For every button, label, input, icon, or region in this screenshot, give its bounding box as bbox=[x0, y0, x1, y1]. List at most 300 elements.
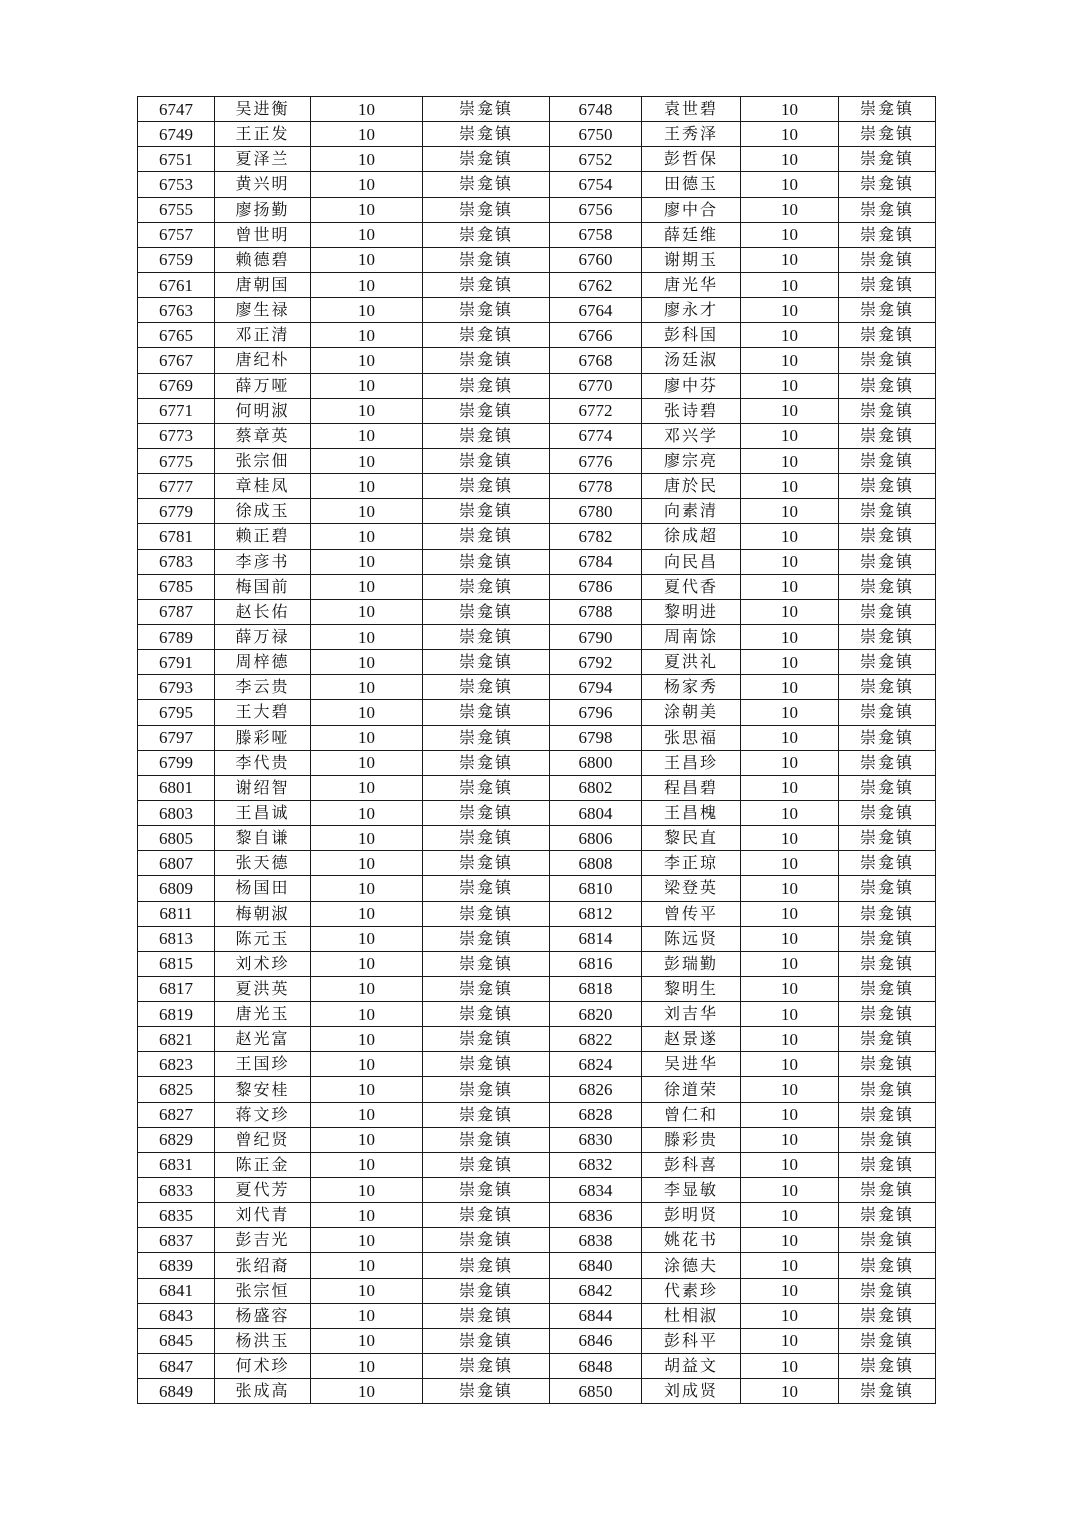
town-name-cell: 崇龛镇 bbox=[423, 800, 550, 825]
amount-cell: 10 bbox=[311, 524, 423, 549]
amount-cell: 10 bbox=[311, 599, 423, 624]
town-name-cell: 崇龛镇 bbox=[839, 1077, 936, 1102]
town-name-cell: 崇龛镇 bbox=[839, 800, 936, 825]
town-name-cell: 崇龛镇 bbox=[839, 851, 936, 876]
town-name-cell: 崇龛镇 bbox=[423, 373, 550, 398]
person-name-cell: 程昌碧 bbox=[642, 775, 741, 800]
record-number-cell: 6787 bbox=[138, 599, 215, 624]
amount-cell: 10 bbox=[311, 574, 423, 599]
record-number-cell: 6784 bbox=[550, 549, 642, 574]
person-name-cell: 杜相淑 bbox=[642, 1303, 741, 1328]
record-number-cell: 6799 bbox=[138, 750, 215, 775]
amount-cell: 10 bbox=[741, 1077, 839, 1102]
amount-cell: 10 bbox=[311, 1102, 423, 1127]
record-number-cell: 6847 bbox=[138, 1354, 215, 1379]
town-name-cell: 崇龛镇 bbox=[839, 172, 936, 197]
amount-cell: 10 bbox=[741, 147, 839, 172]
town-name-cell: 崇龛镇 bbox=[839, 876, 936, 901]
table-row bbox=[138, 122, 936, 147]
town-name-cell: 崇龛镇 bbox=[423, 901, 550, 926]
person-name-cell: 薛万禄 bbox=[215, 624, 311, 649]
person-name-cell: 李云贵 bbox=[215, 675, 311, 700]
table-row bbox=[138, 1303, 936, 1328]
record-number-cell: 6777 bbox=[138, 474, 215, 499]
amount-cell: 10 bbox=[311, 1328, 423, 1353]
record-number-cell: 6765 bbox=[138, 323, 215, 348]
person-name-cell: 廖中合 bbox=[642, 197, 741, 222]
amount-cell: 10 bbox=[311, 1127, 423, 1152]
amount-cell: 10 bbox=[741, 750, 839, 775]
person-name-cell: 王昌珍 bbox=[642, 750, 741, 775]
amount-cell: 10 bbox=[311, 549, 423, 574]
town-name-cell: 崇龛镇 bbox=[423, 1379, 550, 1404]
table-row bbox=[138, 1027, 936, 1052]
record-number-cell: 6766 bbox=[550, 323, 642, 348]
record-number-cell: 6838 bbox=[550, 1228, 642, 1253]
table-row bbox=[138, 1052, 936, 1077]
person-name-cell: 王国珍 bbox=[215, 1052, 311, 1077]
person-name-cell: 彭哲保 bbox=[642, 147, 741, 172]
person-name-cell: 曾纪贤 bbox=[215, 1127, 311, 1152]
town-name-cell: 崇龛镇 bbox=[423, 650, 550, 675]
town-name-cell: 崇龛镇 bbox=[423, 1152, 550, 1177]
town-name-cell: 崇龛镇 bbox=[839, 1379, 936, 1404]
person-name-cell: 梁登英 bbox=[642, 876, 741, 901]
person-name-cell: 张成高 bbox=[215, 1379, 311, 1404]
person-name-cell: 李显敏 bbox=[642, 1178, 741, 1203]
amount-cell: 10 bbox=[311, 700, 423, 725]
town-name-cell: 崇龛镇 bbox=[423, 474, 550, 499]
person-name-cell: 杨国田 bbox=[215, 876, 311, 901]
record-number-cell: 6776 bbox=[550, 448, 642, 473]
person-name-cell: 谢期玉 bbox=[642, 247, 741, 272]
amount-cell: 10 bbox=[741, 599, 839, 624]
town-name-cell: 崇龛镇 bbox=[839, 1303, 936, 1328]
table-row bbox=[138, 499, 936, 524]
record-number-cell: 6749 bbox=[138, 122, 215, 147]
table-row bbox=[138, 1002, 936, 1027]
town-name-cell: 崇龛镇 bbox=[423, 197, 550, 222]
amount-cell: 10 bbox=[741, 172, 839, 197]
town-name-cell: 崇龛镇 bbox=[423, 122, 550, 147]
town-name-cell: 崇龛镇 bbox=[839, 599, 936, 624]
record-number-cell: 6763 bbox=[138, 298, 215, 323]
record-number-cell: 6812 bbox=[550, 901, 642, 926]
amount-cell: 10 bbox=[311, 725, 423, 750]
town-name-cell: 崇龛镇 bbox=[839, 298, 936, 323]
table-row bbox=[138, 222, 936, 247]
record-number-cell: 6783 bbox=[138, 549, 215, 574]
person-name-cell: 滕彩贵 bbox=[642, 1127, 741, 1152]
person-name-cell: 邓正清 bbox=[215, 323, 311, 348]
town-name-cell: 崇龛镇 bbox=[423, 700, 550, 725]
table-row bbox=[138, 97, 936, 122]
table-row bbox=[138, 1127, 936, 1152]
amount-cell: 10 bbox=[741, 1203, 839, 1228]
record-number-cell: 6813 bbox=[138, 926, 215, 951]
record-number-cell: 6755 bbox=[138, 197, 215, 222]
person-name-cell: 赵光富 bbox=[215, 1027, 311, 1052]
person-name-cell: 薛万哑 bbox=[215, 373, 311, 398]
record-number-cell: 6778 bbox=[550, 474, 642, 499]
amount-cell: 10 bbox=[311, 147, 423, 172]
record-number-cell: 6829 bbox=[138, 1127, 215, 1152]
town-name-cell: 崇龛镇 bbox=[423, 599, 550, 624]
table-row bbox=[138, 1178, 936, 1203]
person-name-cell: 张宗恒 bbox=[215, 1278, 311, 1303]
person-name-cell: 夏代香 bbox=[642, 574, 741, 599]
record-number-cell: 6831 bbox=[138, 1152, 215, 1177]
table-row bbox=[138, 624, 936, 649]
person-name-cell: 曾仁和 bbox=[642, 1102, 741, 1127]
record-number-cell: 6836 bbox=[550, 1203, 642, 1228]
person-name-cell: 张天德 bbox=[215, 851, 311, 876]
town-name-cell: 崇龛镇 bbox=[839, 1203, 936, 1228]
record-number-cell: 6841 bbox=[138, 1278, 215, 1303]
amount-cell: 10 bbox=[741, 1052, 839, 1077]
amount-cell: 10 bbox=[311, 1278, 423, 1303]
record-number-cell: 6767 bbox=[138, 348, 215, 373]
person-name-cell: 刘术珍 bbox=[215, 951, 311, 976]
person-name-cell: 彭吉光 bbox=[215, 1228, 311, 1253]
person-name-cell: 陈正金 bbox=[215, 1152, 311, 1177]
amount-cell: 10 bbox=[311, 448, 423, 473]
amount-cell: 10 bbox=[311, 800, 423, 825]
person-name-cell: 向民昌 bbox=[642, 549, 741, 574]
amount-cell: 10 bbox=[311, 398, 423, 423]
record-number-cell: 6833 bbox=[138, 1178, 215, 1203]
amount-cell: 10 bbox=[311, 272, 423, 297]
town-name-cell: 崇龛镇 bbox=[423, 1102, 550, 1127]
amount-cell: 10 bbox=[311, 926, 423, 951]
person-name-cell: 黄兴明 bbox=[215, 172, 311, 197]
table-row bbox=[138, 1328, 936, 1353]
record-number-cell: 6835 bbox=[138, 1203, 215, 1228]
record-number-cell: 6762 bbox=[550, 272, 642, 297]
amount-cell: 10 bbox=[311, 675, 423, 700]
record-number-cell: 6845 bbox=[138, 1328, 215, 1353]
record-number-cell: 6753 bbox=[138, 172, 215, 197]
person-name-cell: 张绍裔 bbox=[215, 1253, 311, 1278]
amount-cell: 10 bbox=[741, 926, 839, 951]
amount-cell: 10 bbox=[311, 876, 423, 901]
amount-cell: 10 bbox=[741, 1328, 839, 1353]
person-name-cell: 刘代青 bbox=[215, 1203, 311, 1228]
person-name-cell: 杨家秀 bbox=[642, 675, 741, 700]
table-row bbox=[138, 1354, 936, 1379]
record-number-cell: 6834 bbox=[550, 1178, 642, 1203]
town-name-cell: 崇龛镇 bbox=[423, 247, 550, 272]
amount-cell: 10 bbox=[741, 448, 839, 473]
record-number-cell: 6808 bbox=[550, 851, 642, 876]
record-number-cell: 6775 bbox=[138, 448, 215, 473]
table-row bbox=[138, 599, 936, 624]
table-row bbox=[138, 172, 936, 197]
record-number-cell: 6780 bbox=[550, 499, 642, 524]
town-name-cell: 崇龛镇 bbox=[839, 197, 936, 222]
amount-cell: 10 bbox=[741, 222, 839, 247]
record-number-cell: 6821 bbox=[138, 1027, 215, 1052]
record-number-cell: 6791 bbox=[138, 650, 215, 675]
town-name-cell: 崇龛镇 bbox=[839, 750, 936, 775]
table-row bbox=[138, 775, 936, 800]
person-name-cell: 唐光玉 bbox=[215, 1002, 311, 1027]
town-name-cell: 崇龛镇 bbox=[839, 1228, 936, 1253]
record-number-cell: 6839 bbox=[138, 1253, 215, 1278]
amount-cell: 10 bbox=[741, 197, 839, 222]
town-name-cell: 崇龛镇 bbox=[423, 750, 550, 775]
person-name-cell: 彭科喜 bbox=[642, 1152, 741, 1177]
record-number-cell: 6825 bbox=[138, 1077, 215, 1102]
record-number-cell: 6814 bbox=[550, 926, 642, 951]
table-row bbox=[138, 474, 936, 499]
table-row bbox=[138, 323, 936, 348]
town-name-cell: 崇龛镇 bbox=[423, 775, 550, 800]
record-number-cell: 6801 bbox=[138, 775, 215, 800]
town-name-cell: 崇龛镇 bbox=[423, 423, 550, 448]
amount-cell: 10 bbox=[311, 1354, 423, 1379]
person-name-cell: 向素清 bbox=[642, 499, 741, 524]
record-number-cell: 6764 bbox=[550, 298, 642, 323]
person-name-cell: 徐道荣 bbox=[642, 1077, 741, 1102]
person-name-cell: 彭科国 bbox=[642, 323, 741, 348]
town-name-cell: 崇龛镇 bbox=[839, 373, 936, 398]
person-name-cell: 王正发 bbox=[215, 122, 311, 147]
record-number-cell: 6830 bbox=[550, 1127, 642, 1152]
amount-cell: 10 bbox=[741, 247, 839, 272]
amount-cell: 10 bbox=[311, 1178, 423, 1203]
town-name-cell: 崇龛镇 bbox=[423, 1328, 550, 1353]
person-name-cell: 唐朝国 bbox=[215, 272, 311, 297]
amount-cell: 10 bbox=[741, 775, 839, 800]
person-name-cell: 吴进衡 bbox=[215, 97, 311, 122]
person-name-cell: 黎安桂 bbox=[215, 1077, 311, 1102]
record-number-cell: 6826 bbox=[550, 1077, 642, 1102]
town-name-cell: 崇龛镇 bbox=[839, 951, 936, 976]
town-name-cell: 崇龛镇 bbox=[839, 398, 936, 423]
town-name-cell: 崇龛镇 bbox=[423, 272, 550, 297]
person-name-cell: 赵景遂 bbox=[642, 1027, 741, 1052]
town-name-cell: 崇龛镇 bbox=[839, 650, 936, 675]
amount-cell: 10 bbox=[741, 499, 839, 524]
amount-cell: 10 bbox=[311, 1203, 423, 1228]
person-name-cell: 廖扬勤 bbox=[215, 197, 311, 222]
person-name-cell: 吴进华 bbox=[642, 1052, 741, 1077]
table-row bbox=[138, 901, 936, 926]
record-number-cell: 6771 bbox=[138, 398, 215, 423]
record-number-cell: 6842 bbox=[550, 1278, 642, 1303]
table-row bbox=[138, 1077, 936, 1102]
town-name-cell: 崇龛镇 bbox=[423, 348, 550, 373]
town-name-cell: 崇龛镇 bbox=[423, 222, 550, 247]
record-number-cell: 6849 bbox=[138, 1379, 215, 1404]
person-name-cell: 梅国前 bbox=[215, 574, 311, 599]
table-row bbox=[138, 951, 936, 976]
town-name-cell: 崇龛镇 bbox=[423, 1278, 550, 1303]
town-name-cell: 崇龛镇 bbox=[839, 122, 936, 147]
record-number-cell: 6796 bbox=[550, 700, 642, 725]
table-body bbox=[138, 97, 936, 1404]
record-number-cell: 6843 bbox=[138, 1303, 215, 1328]
amount-cell: 10 bbox=[311, 775, 423, 800]
person-name-cell: 王昌槐 bbox=[642, 800, 741, 825]
amount-cell: 10 bbox=[311, 1027, 423, 1052]
record-number-cell: 6769 bbox=[138, 373, 215, 398]
person-name-cell: 曾世明 bbox=[215, 222, 311, 247]
table-row bbox=[138, 298, 936, 323]
table-row bbox=[138, 197, 936, 222]
record-number-cell: 6818 bbox=[550, 976, 642, 1001]
town-name-cell: 崇龛镇 bbox=[839, 826, 936, 851]
record-number-cell: 6790 bbox=[550, 624, 642, 649]
town-name-cell: 崇龛镇 bbox=[423, 1027, 550, 1052]
town-name-cell: 崇龛镇 bbox=[423, 876, 550, 901]
amount-cell: 10 bbox=[741, 1228, 839, 1253]
person-name-cell: 彭瑞勤 bbox=[642, 951, 741, 976]
table-row bbox=[138, 247, 936, 272]
person-name-cell: 李正琼 bbox=[642, 851, 741, 876]
amount-cell: 10 bbox=[741, 423, 839, 448]
record-number-cell: 6804 bbox=[550, 800, 642, 825]
record-number-cell: 6761 bbox=[138, 272, 215, 297]
town-name-cell: 崇龛镇 bbox=[839, 147, 936, 172]
person-name-cell: 薛廷维 bbox=[642, 222, 741, 247]
amount-cell: 10 bbox=[741, 800, 839, 825]
town-name-cell: 崇龛镇 bbox=[839, 926, 936, 951]
record-number-cell: 6756 bbox=[550, 197, 642, 222]
table-row bbox=[138, 147, 936, 172]
town-name-cell: 崇龛镇 bbox=[839, 1027, 936, 1052]
person-name-cell: 蔡章英 bbox=[215, 423, 311, 448]
amount-cell: 10 bbox=[741, 549, 839, 574]
person-name-cell: 彭明贤 bbox=[642, 1203, 741, 1228]
record-number-cell: 6788 bbox=[550, 599, 642, 624]
record-number-cell: 6773 bbox=[138, 423, 215, 448]
record-number-cell: 6786 bbox=[550, 574, 642, 599]
person-name-cell: 赖正碧 bbox=[215, 524, 311, 549]
town-name-cell: 崇龛镇 bbox=[839, 574, 936, 599]
person-name-cell: 姚花书 bbox=[642, 1228, 741, 1253]
amount-cell: 10 bbox=[741, 876, 839, 901]
record-number-cell: 6774 bbox=[550, 423, 642, 448]
amount-cell: 10 bbox=[741, 272, 839, 297]
table-row bbox=[138, 926, 936, 951]
table-row bbox=[138, 976, 936, 1001]
record-number-cell: 6817 bbox=[138, 976, 215, 1001]
person-name-cell: 章桂凤 bbox=[215, 474, 311, 499]
person-name-cell: 周南馀 bbox=[642, 624, 741, 649]
person-name-cell: 张宗佃 bbox=[215, 448, 311, 473]
record-number-cell: 6748 bbox=[550, 97, 642, 122]
amount-cell: 10 bbox=[311, 951, 423, 976]
table-row bbox=[138, 423, 936, 448]
record-number-cell: 6750 bbox=[550, 122, 642, 147]
amount-cell: 10 bbox=[311, 1002, 423, 1027]
town-name-cell: 崇龛镇 bbox=[423, 574, 550, 599]
town-name-cell: 崇龛镇 bbox=[423, 1077, 550, 1102]
town-name-cell: 崇龛镇 bbox=[423, 1002, 550, 1027]
town-name-cell: 崇龛镇 bbox=[423, 1354, 550, 1379]
record-number-cell: 6798 bbox=[550, 725, 642, 750]
person-name-cell: 滕彩哑 bbox=[215, 725, 311, 750]
amount-cell: 10 bbox=[741, 851, 839, 876]
amount-cell: 10 bbox=[741, 1102, 839, 1127]
record-number-cell: 6758 bbox=[550, 222, 642, 247]
person-name-cell: 徐成玉 bbox=[215, 499, 311, 524]
table-row bbox=[138, 851, 936, 876]
amount-cell: 10 bbox=[311, 247, 423, 272]
person-name-cell: 刘吉华 bbox=[642, 1002, 741, 1027]
person-name-cell: 杨盛容 bbox=[215, 1303, 311, 1328]
person-name-cell: 胡益文 bbox=[642, 1354, 741, 1379]
amount-cell: 10 bbox=[741, 725, 839, 750]
town-name-cell: 崇龛镇 bbox=[423, 1052, 550, 1077]
amount-cell: 10 bbox=[741, 97, 839, 122]
amount-cell: 10 bbox=[311, 1152, 423, 1177]
record-number-cell: 6848 bbox=[550, 1354, 642, 1379]
town-name-cell: 崇龛镇 bbox=[423, 1127, 550, 1152]
record-number-cell: 6772 bbox=[550, 398, 642, 423]
record-number-cell: 6810 bbox=[550, 876, 642, 901]
amount-cell: 10 bbox=[311, 1379, 423, 1404]
record-number-cell: 6785 bbox=[138, 574, 215, 599]
town-name-cell: 崇龛镇 bbox=[423, 851, 550, 876]
town-name-cell: 崇龛镇 bbox=[839, 1328, 936, 1353]
amount-cell: 10 bbox=[741, 1027, 839, 1052]
amount-cell: 10 bbox=[741, 474, 839, 499]
person-name-cell: 廖中芬 bbox=[642, 373, 741, 398]
person-name-cell: 夏泽兰 bbox=[215, 147, 311, 172]
person-name-cell: 黎明进 bbox=[642, 599, 741, 624]
table-row bbox=[138, 650, 936, 675]
town-name-cell: 崇龛镇 bbox=[423, 398, 550, 423]
amount-cell: 10 bbox=[311, 222, 423, 247]
record-number-cell: 6840 bbox=[550, 1253, 642, 1278]
record-number-cell: 6793 bbox=[138, 675, 215, 700]
amount-cell: 10 bbox=[741, 951, 839, 976]
person-name-cell: 王大碧 bbox=[215, 700, 311, 725]
table-row bbox=[138, 1278, 936, 1303]
amount-cell: 10 bbox=[311, 197, 423, 222]
town-name-cell: 崇龛镇 bbox=[839, 1002, 936, 1027]
record-number-cell: 6828 bbox=[550, 1102, 642, 1127]
town-name-cell: 崇龛镇 bbox=[423, 624, 550, 649]
record-number-cell: 6747 bbox=[138, 97, 215, 122]
town-name-cell: 崇龛镇 bbox=[423, 725, 550, 750]
town-name-cell: 崇龛镇 bbox=[839, 323, 936, 348]
town-name-cell: 崇龛镇 bbox=[423, 1253, 550, 1278]
town-name-cell: 崇龛镇 bbox=[423, 926, 550, 951]
town-name-cell: 崇龛镇 bbox=[423, 826, 550, 851]
record-number-cell: 6757 bbox=[138, 222, 215, 247]
record-number-cell: 6803 bbox=[138, 800, 215, 825]
table-row bbox=[138, 826, 936, 851]
table-row bbox=[138, 675, 936, 700]
amount-cell: 10 bbox=[741, 976, 839, 1001]
town-name-cell: 崇龛镇 bbox=[839, 499, 936, 524]
table-row bbox=[138, 272, 936, 297]
amount-cell: 10 bbox=[741, 298, 839, 323]
amount-cell: 10 bbox=[311, 1077, 423, 1102]
record-number-cell: 6822 bbox=[550, 1027, 642, 1052]
person-name-cell: 夏洪英 bbox=[215, 976, 311, 1001]
record-number-cell: 6797 bbox=[138, 725, 215, 750]
table-row bbox=[138, 549, 936, 574]
amount-cell: 10 bbox=[741, 1178, 839, 1203]
amount-cell: 10 bbox=[741, 1354, 839, 1379]
amount-cell: 10 bbox=[311, 97, 423, 122]
record-number-cell: 6781 bbox=[138, 524, 215, 549]
